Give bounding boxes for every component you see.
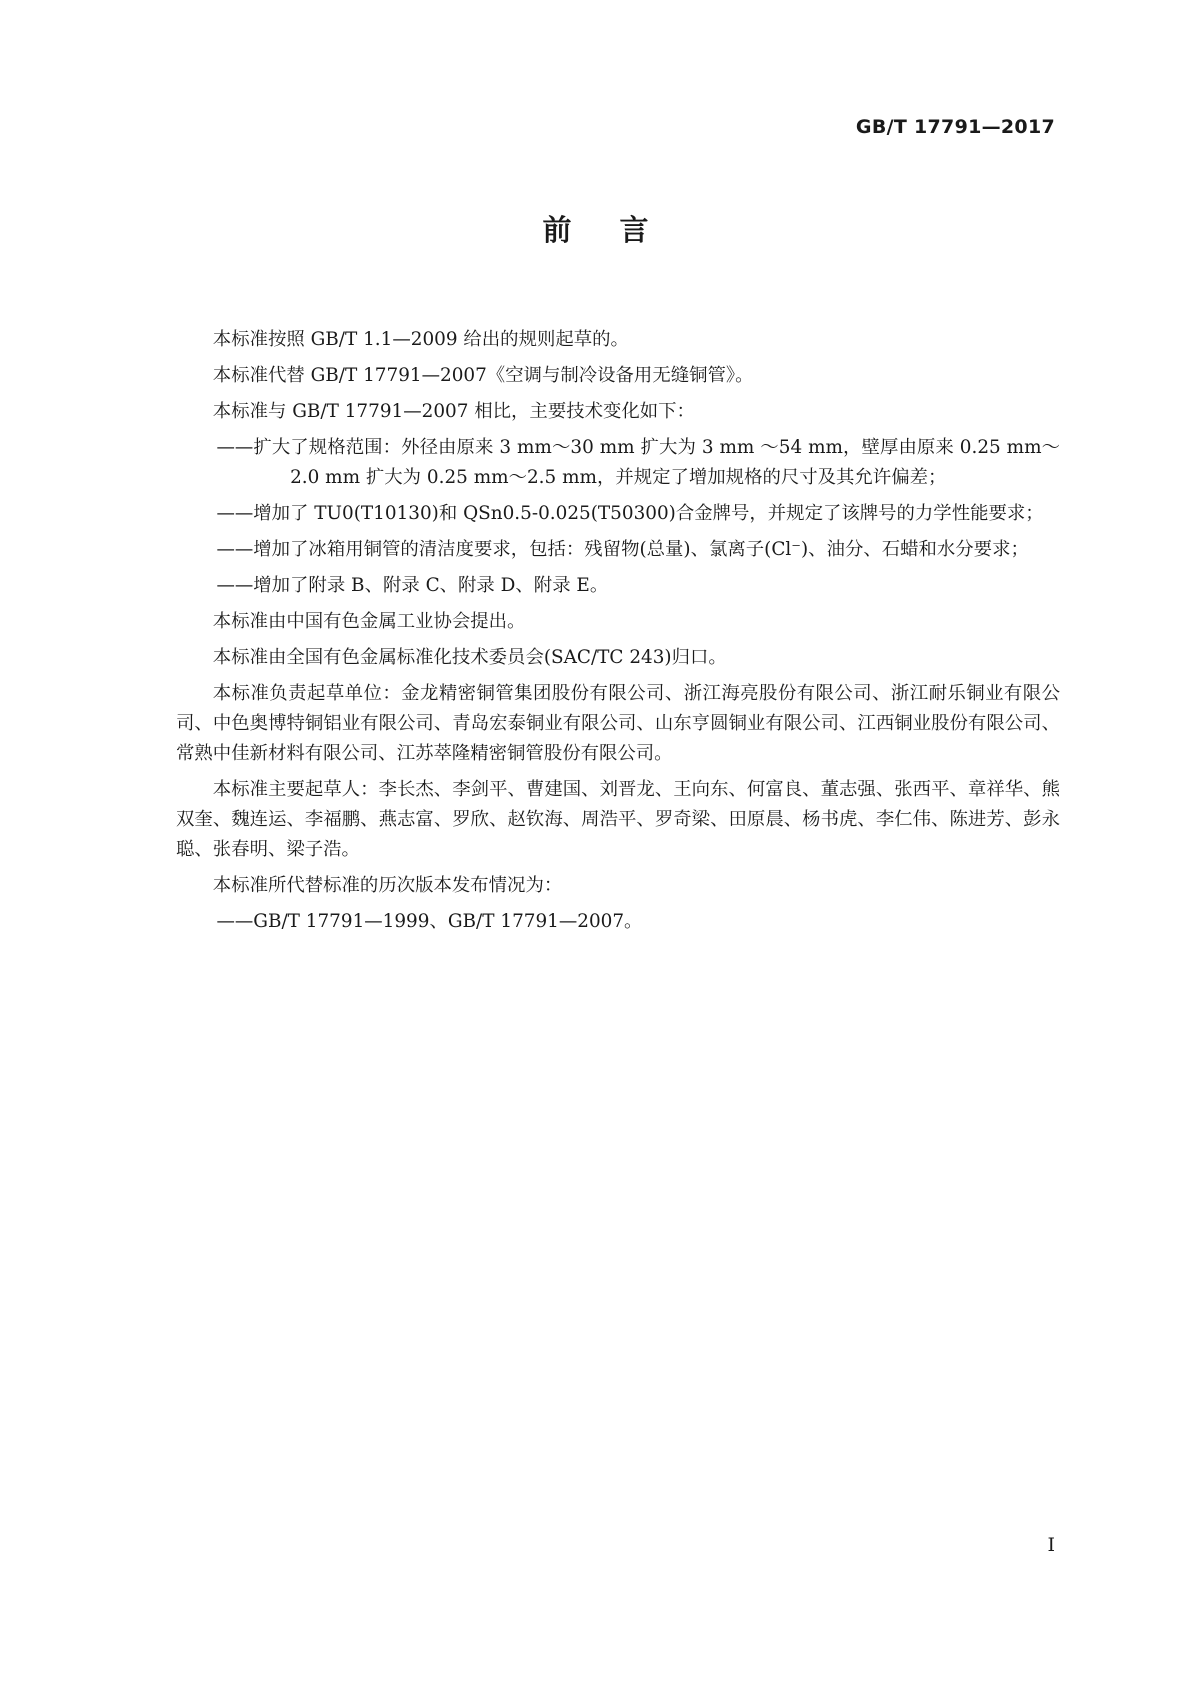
paragraph-drafting-units: 本标准负责起草单位：金龙精密铜管集团股份有限公司、浙江海亮股份有限公司、浙江耐乐铜业有限公司、中色奥博特铜铝业有限公司、青岛宏泰铜业有限公司、山东亨圆铜业有限公司、江西铜业股份有限公司、常熟中佳新材料有限公司、江苏萃隆精密铜管股份有限公司。 bbox=[176, 683, 1060, 764]
paragraph-replaces: 本标准代替 GB/T 17791—2007《空调与制冷设备用无缝铜管》。 bbox=[212, 365, 754, 386]
paragraph-previous-editions: 本标准所代替标准的历次版本发布情况为： bbox=[212, 875, 563, 896]
paragraph-drafters: 本标准主要起草人：李长杰、李剑平、曹建国、刘晋龙、王向东、何富良、董志强、张西平、章祥华、熊双奎、魏连运、李福鹏、燕志富、罗欣、赵钦海、周浩平、罗奇梁、田原晨、杨书虎、李仁伟、陈进芳、彭永聪、张春明、梁子浩。 bbox=[176, 779, 1060, 860]
change-item-alloy-grades: ——增加了 TU0(T10130)和 QSn0.5-0.025(T50300)合金牌号，并规定了该牌号的力学性能要求； bbox=[216, 503, 1044, 524]
change-item-cleanliness: ——增加了冰箱用铜管的清洁度要求，包括：残留物(总量)、氯离子(Cl⁻)、油分、石蜡和水分要求； bbox=[216, 539, 1029, 560]
page-title: 前言 bbox=[542, 213, 697, 247]
standard-code: GB/T 17791—2017 bbox=[855, 116, 1055, 138]
change-item-appendices: ——增加了附录 B、附录 C、附录 D、附录 E。 bbox=[216, 575, 609, 596]
previous-editions-list: ——GB/T 17791—1999、GB/T 17791—2007。 bbox=[216, 911, 643, 932]
paragraph-centralized-by: 本标准由全国有色金属标准化技术委员会(SAC/TC 243)归口。 bbox=[212, 647, 727, 668]
paragraph-proposed-by: 本标准由中国有色金属工业协会提出。 bbox=[212, 611, 526, 632]
paragraph-changes-intro: 本标准与 GB/T 17791—2007 相比，主要技术变化如下： bbox=[212, 401, 695, 422]
change-item-spec-range: ——扩大了规格范围：外径由原来 3 mm～30 mm 扩大为 3 mm ～54 mm，壁厚由原来 0.25 mm～2.0 mm 扩大为 0.25 mm～2.5 mm，并规定了增加规格的尺寸及其允许偏差； bbox=[216, 437, 1060, 488]
foreword-body bbox=[176, 325, 1060, 943]
paragraph-drafting-rules: 本标准按照 GB/T 1.1—2009 给出的规则起草的。 bbox=[212, 329, 629, 350]
page-number: I bbox=[1047, 1534, 1055, 1556]
